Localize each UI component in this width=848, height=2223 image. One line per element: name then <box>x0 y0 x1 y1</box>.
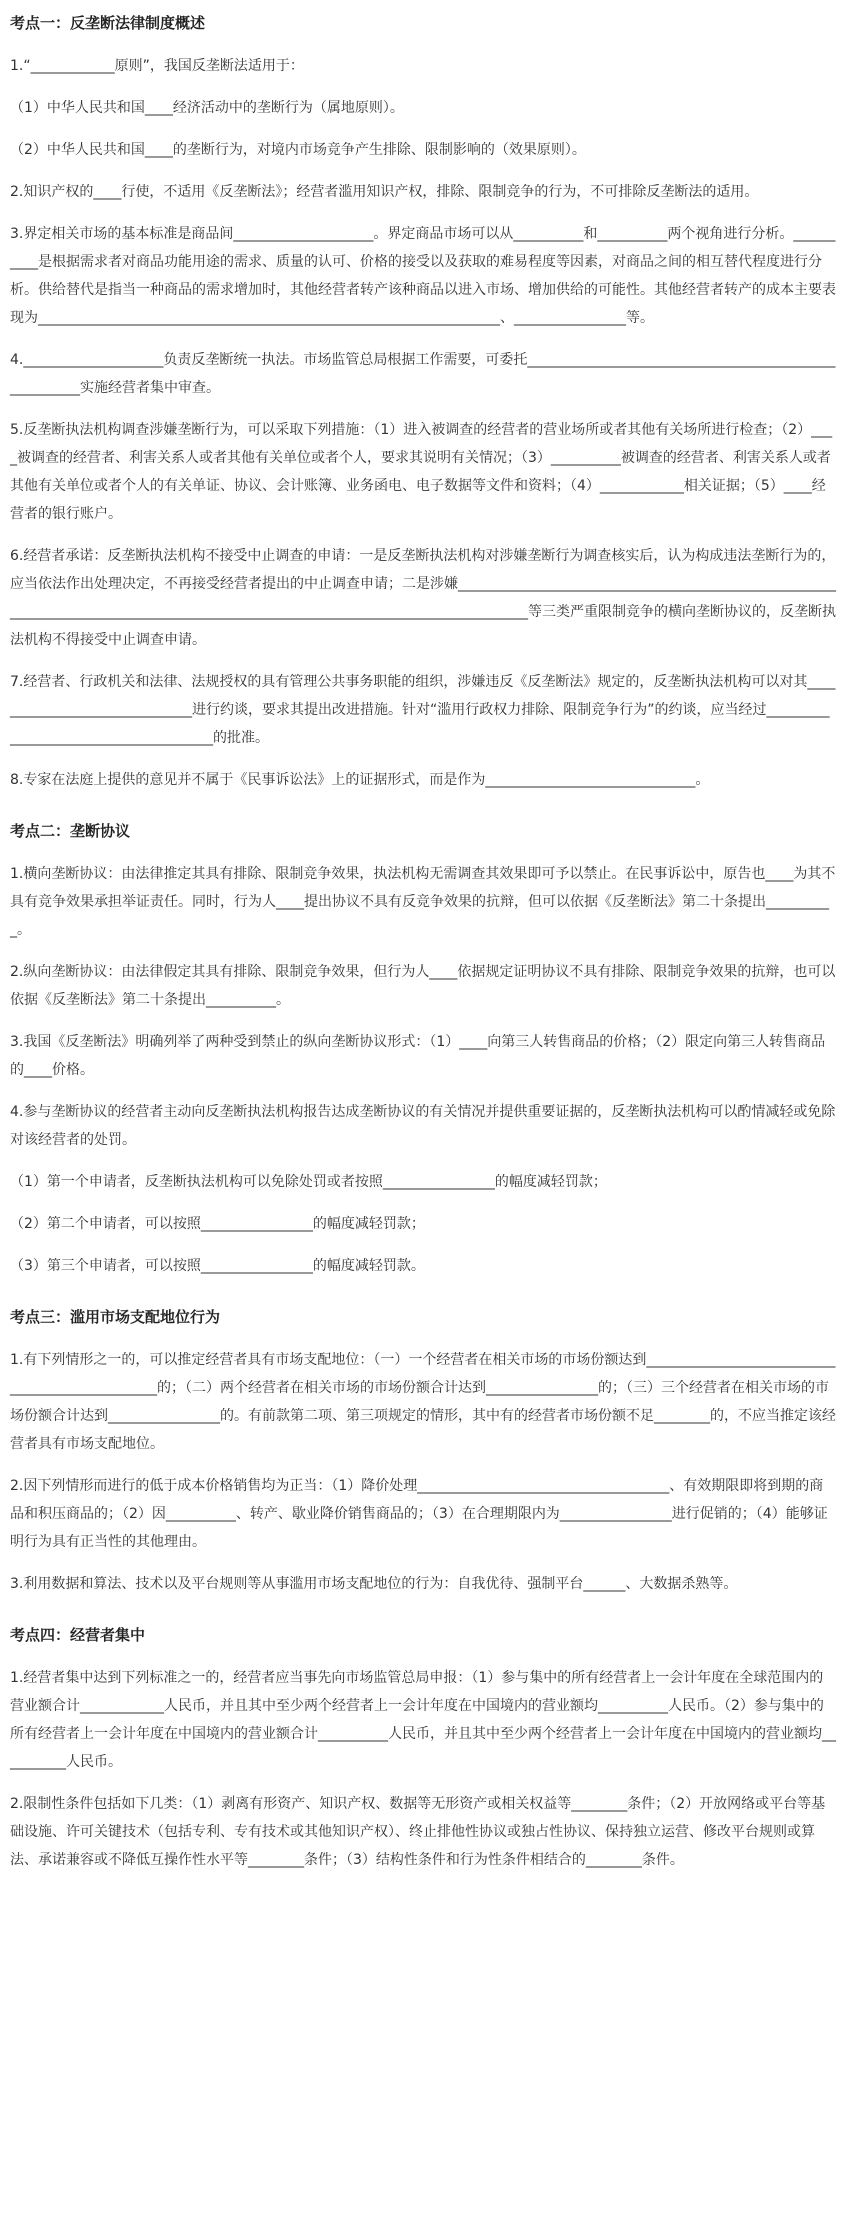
section-monopoly-agreement <box>10 820 836 1280</box>
section-title: 考点一：反垄断法律制度概述 <box>10 14 206 32</box>
point-1-1-a: （1）中华人民共和国____经济活动中的垄断行为（属地原则）。 <box>10 100 404 116</box>
point-2-3: 3.我国《反垄断法》明确列举了两种受到禁止的纵向垄断协议形式：（1）____向第三人转售商品的价格；（2）限定向第三人转售商品的____价格。 <box>10 1034 826 1078</box>
point-2-4-c: （3）第三个申请者，可以按照________________的幅度减轻罚款。 <box>10 1258 425 1274</box>
point-4-2: 2.限制性条件包括如下几类：（1）剥离有形资产、知识产权、数据等无形资产或相关权益等________条件；（2）开放网络或平台等基础设施、许可关键技术（包括专利、专有技术或其他知识产权）、终止排他性协议或独占性协议、保持独立运营、修改平台规则或算法、承诺兼容或不降低互操作性水平等________条件；（3）结构性条件和行为性条件相结合的________条件。 <box>10 1796 826 1868</box>
point-1-1: 1.“____________原则”，我国反垄断法适用于： <box>10 58 304 74</box>
point-3-3: 3.利用数据和算法、技术以及平台规则等从事滥用市场支配地位的行为：自我优待、强制平台______、大数据杀熟等。 <box>10 1576 738 1592</box>
section-overview <box>10 12 836 794</box>
point-1-4: 4.____________________负责反垄断统一执法。市场监管总局根据工作需要，可委托______________________________________________________实施经营者集中审查。 <box>10 352 836 396</box>
point-1-5: 5.反垄断执法机构调查涉嫌垄断行为，可以采取下列措施：（1）进入被调查的经营者的营业场所或者其他有关场所进行检查；（2）____被调查的经营者、利害关系人或者其他有关单位或者个人，要求其说明有关情况；（3）__________被调查的经营者、利害关系人或者其他有关单位或者个人的有关单证、协议、会计账簿、业务函电、电子数据等文件和资料；（4）____________相关证据；（5）____经营者的银行账户。 <box>10 422 833 522</box>
section-dominant-position <box>10 1306 836 1598</box>
point-1-3: 3.界定相关市场的基本标准是商品间____________________。界定商品市场可以从__________和__________两个视角进行分析。__________是根据需求者对商品功能用途的需求、质量的认可、价格的接受以及获取的难易程度等因素，对商品之间的相互替代程度进行分析。供给替代是指当一种商品的需求增加时，其他经营者转产该种商品以进入市场、增加供给的可能性。其他经营者转产的成本主要表现为__________________________________________________________________、________________等。 <box>10 226 836 326</box>
point-2-4-a: （1）第一个申请者，反垄断执法机构可以免除处罚或者按照________________的幅度减轻罚款； <box>10 1174 607 1190</box>
point-1-8: 8.专家在法庭上提供的意见并不属于《民事诉讼法》上的证据形式，而是作为______________________________。 <box>10 772 710 788</box>
section-title: 考点三：滥用市场支配地位行为 <box>10 1308 221 1326</box>
point-1-1-b: （2）中华人民共和国____的垄断行为，对境内市场竞争产生排除、限制影响的（效果原则）。 <box>10 142 586 158</box>
point-4-1: 1.经营者集中达到下列标准之一的，经营者应当事先向市场监管总局申报：（1）参与集中的所有经营者上一会计年度在全球范围内的营业额合计____________人民币，并且其中至少两个经营者上一会计年度在中国境内的营业额均__________人民币。（2）参与集中的所有经营者上一会计年度在中国境内的营业额合计__________人民币，并且其中至少两个经营者上一会计年度在中国境内的营业额均__________人民币。 <box>10 1670 836 1770</box>
point-1-7: 7.经营者、行政机关和法律、法规授权的具有管理公共事务职能的组织，涉嫌违反《反垄断法》规定的，反垄断执法机构可以对其______________________________进行约谈，要求其提出改进措施。针对“滥用行政权力排除、限制竞争行为”的约谈，应当经过______________________________________的批准。 <box>10 674 836 746</box>
section-concentration <box>10 1624 836 1874</box>
point-1-6: 6.经营者承诺：反垄断执法机构不接受中止调查的申请：一是反垄断执法机构对涉嫌垄断行为调查核实后，认为构成违法垄断行为的，应当依法作出处理决定，不再接受经营者提出的中止调查申请；二是涉嫌________________________________________________________________________________________________________________________________等三类严重限制竞争的横向垄断协议的，反垄断执法机构不得接受中止调查申请。 <box>10 548 836 648</box>
section-title: 考点二：垄断协议 <box>10 822 131 840</box>
section-title: 考点四：经营者集中 <box>10 1626 146 1644</box>
point-2-4: 4.参与垄断协议的经营者主动向反垄断执法机构报告达成垄断协议的有关情况并提供重要证据的，反垄断执法机构可以酌情减轻或免除对该经营者的处罚。 <box>10 1104 836 1148</box>
document-page <box>10 4 836 1888</box>
point-2-4-b: （2）第二个申请者，可以按照________________的幅度减轻罚款； <box>10 1216 425 1232</box>
point-1-2: 2.知识产权的____行使，不适用《反垄断法》；经营者滥用知识产权，排除、限制竞争的行为，不可排除反垄断法的适用。 <box>10 184 759 200</box>
point-3-1: 1.有下列情形之一的，可以推定经营者具有市场支配地位：（一）一个经营者在相关市场的市场份额达到________________________________________________的；（二）两个经营者在相关市场的市场份额合计达到________________的；（三）三个经营者在相关市场的市场份额合计达到________________的。有前款第二项、第三项规定的情形，其中有的经营者市场份额不足________的，不应当推定该经营者具有市场支配地位。 <box>10 1352 836 1452</box>
point-2-1: 1.横向垄断协议：由法律推定其具有排除、限制竞争效果，执法机构无需调查其效果即可予以禁止。在民事诉讼中，原告也____为其不具有竞争效果承担举证责任。同时，行为人____提出协议不具有反竞争效果的抗辩，但可以依据《反垄断法》第二十条提出__________。 <box>10 866 836 938</box>
point-3-2: 2.因下列情形而进行的低于成本价格销售均为正当：（1）降价处理____________________________________、有效期限即将到期的商品和积压商品的；（2）因__________、转产、歇业降价销售商品的；（3）在合理期限内为________________进行促销的；（4）能够证明行为具有正当性的其他理由。 <box>10 1478 828 1550</box>
point-2-2: 2.纵向垄断协议：由法律假定其具有排除、限制竞争效果，但行为人____依据规定证明协议不具有排除、限制竞争效果的抗辩，也可以依据《反垄断法》第二十条提出__________。 <box>10 964 836 1008</box>
